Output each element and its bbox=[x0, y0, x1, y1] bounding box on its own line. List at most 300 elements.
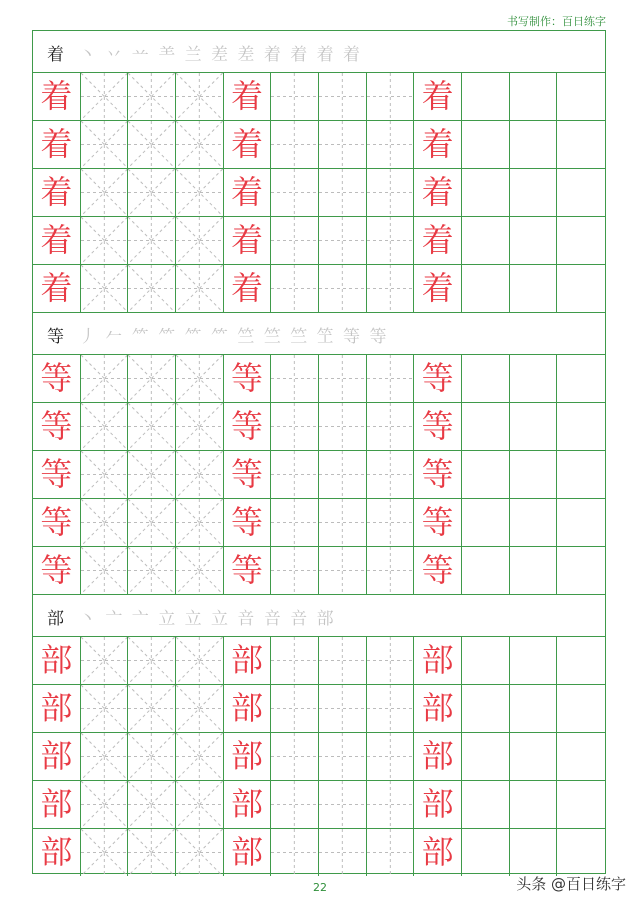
blank-practice-cell[interactable] bbox=[557, 403, 605, 450]
mizi-guide bbox=[128, 355, 175, 402]
tianzi-guide bbox=[319, 781, 366, 828]
blank-practice-cell[interactable] bbox=[462, 403, 510, 450]
blank-practice-cell[interactable] bbox=[510, 685, 558, 732]
tianzi-practice-cell[interactable] bbox=[271, 355, 319, 402]
model-character-cell[interactable] bbox=[414, 217, 462, 264]
mizi-practice-cell[interactable] bbox=[81, 355, 129, 402]
tianzi-practice-cell[interactable] bbox=[319, 733, 367, 780]
mizi-practice-cell[interactable] bbox=[128, 733, 176, 780]
mizi-practice-cell[interactable] bbox=[81, 829, 129, 876]
mizi-practice-cell[interactable] bbox=[128, 829, 176, 876]
mizi-practice-cell[interactable] bbox=[128, 637, 176, 684]
model-character-cell[interactable] bbox=[224, 169, 272, 216]
model-character-cell[interactable] bbox=[224, 685, 272, 732]
tianzi-guide bbox=[271, 781, 318, 828]
practice-row bbox=[33, 733, 605, 781]
blank-practice-cell[interactable] bbox=[510, 499, 558, 546]
model-character-cell[interactable] bbox=[33, 547, 81, 594]
practice-row bbox=[33, 265, 605, 313]
mizi-guide bbox=[176, 169, 223, 216]
model-character-cell[interactable] bbox=[224, 547, 272, 594]
tianzi-guide bbox=[319, 217, 366, 264]
tianzi-guide bbox=[319, 685, 366, 732]
model-character-cell[interactable] bbox=[414, 121, 462, 168]
mizi-guide bbox=[128, 121, 175, 168]
blank-practice-cell[interactable] bbox=[557, 781, 605, 828]
practice-row bbox=[33, 499, 605, 547]
mizi-practice-cell[interactable] bbox=[128, 685, 176, 732]
mizi-guide bbox=[176, 781, 223, 828]
tianzi-guide bbox=[367, 685, 414, 732]
mizi-guide bbox=[176, 733, 223, 780]
blank-practice-cell[interactable] bbox=[510, 637, 558, 684]
practice-row bbox=[33, 829, 605, 877]
mizi-practice-cell[interactable] bbox=[176, 547, 224, 594]
tianzi-guide bbox=[271, 685, 318, 732]
tianzi-practice-cell[interactable] bbox=[319, 547, 367, 594]
mizi-guide bbox=[128, 499, 175, 546]
section-character-label: 等 bbox=[47, 327, 64, 347]
mizi-guide bbox=[81, 637, 128, 684]
tianzi-guide bbox=[319, 403, 366, 450]
mizi-practice-cell[interactable] bbox=[128, 403, 176, 450]
tianzi-practice-cell[interactable] bbox=[367, 265, 415, 312]
page-number: 22 bbox=[313, 881, 327, 894]
tianzi-guide bbox=[319, 733, 366, 780]
tianzi-practice-cell[interactable] bbox=[271, 169, 319, 216]
mizi-practice-cell[interactable] bbox=[176, 217, 224, 264]
tianzi-practice-cell[interactable] bbox=[271, 685, 319, 732]
tianzi-guide bbox=[367, 829, 414, 876]
mizi-guide bbox=[128, 265, 175, 312]
model-character-cell[interactable] bbox=[414, 403, 462, 450]
blank-practice-cell[interactable] bbox=[557, 73, 605, 120]
blank-practice-cell[interactable] bbox=[510, 217, 558, 264]
mizi-practice-cell[interactable] bbox=[176, 829, 224, 876]
tianzi-guide bbox=[367, 499, 414, 546]
model-character: 着 bbox=[230, 173, 263, 211]
model-character-cell[interactable] bbox=[224, 637, 272, 684]
blank-practice-cell[interactable] bbox=[462, 169, 510, 216]
model-character-cell[interactable] bbox=[224, 781, 272, 828]
blank-practice-cell[interactable] bbox=[557, 355, 605, 402]
model-character: 部 bbox=[230, 737, 263, 775]
model-character: 部 bbox=[230, 833, 263, 871]
mizi-guide bbox=[128, 169, 175, 216]
tianzi-practice-cell[interactable] bbox=[319, 829, 367, 876]
model-character: 等 bbox=[40, 551, 73, 589]
tianzi-practice-cell[interactable] bbox=[271, 547, 319, 594]
stroke-order-row bbox=[33, 595, 605, 637]
mizi-practice-cell[interactable] bbox=[176, 265, 224, 312]
model-character-cell[interactable] bbox=[414, 355, 462, 402]
blank-practice-cell[interactable] bbox=[557, 499, 605, 546]
tianzi-guide bbox=[271, 265, 318, 312]
tianzi-guide bbox=[271, 121, 318, 168]
mizi-practice-cell[interactable] bbox=[81, 781, 129, 828]
tianzi-practice-cell[interactable] bbox=[367, 829, 415, 876]
model-character-cell[interactable] bbox=[33, 73, 81, 120]
blank-practice-cell[interactable] bbox=[510, 121, 558, 168]
mizi-guide bbox=[81, 169, 128, 216]
mizi-practice-cell[interactable] bbox=[81, 403, 129, 450]
mizi-practice-cell[interactable] bbox=[81, 637, 129, 684]
mizi-practice-cell[interactable] bbox=[81, 169, 129, 216]
tianzi-guide bbox=[367, 733, 414, 780]
tianzi-practice-cell[interactable] bbox=[319, 637, 367, 684]
blank-practice-cell[interactable] bbox=[462, 217, 510, 264]
mizi-guide bbox=[81, 403, 128, 450]
mizi-practice-cell[interactable] bbox=[128, 355, 176, 402]
mizi-guide bbox=[128, 733, 175, 780]
tianzi-guide bbox=[319, 169, 366, 216]
model-character-cell[interactable] bbox=[414, 169, 462, 216]
model-character-cell[interactable] bbox=[33, 403, 81, 450]
stroke-order-sequence: 丶 亠 亠 立 立 立 咅 咅 咅 部 bbox=[79, 609, 336, 629]
model-character-cell[interactable] bbox=[33, 499, 81, 546]
tianzi-practice-cell[interactable] bbox=[319, 499, 367, 546]
blank-practice-cell[interactable] bbox=[462, 733, 510, 780]
blank-practice-cell[interactable] bbox=[510, 781, 558, 828]
model-character-cell[interactable] bbox=[414, 733, 462, 780]
mizi-practice-cell[interactable] bbox=[81, 73, 129, 120]
stroke-order-row bbox=[33, 313, 605, 355]
practice-row bbox=[33, 547, 605, 595]
model-character-cell[interactable] bbox=[414, 637, 462, 684]
model-character-cell[interactable] bbox=[414, 451, 462, 498]
tianzi-practice-cell[interactable] bbox=[319, 781, 367, 828]
model-character: 部 bbox=[230, 641, 263, 679]
model-character-cell[interactable] bbox=[224, 217, 272, 264]
model-character: 部 bbox=[421, 833, 454, 871]
tianzi-guide bbox=[367, 73, 414, 120]
model-character-cell[interactable] bbox=[33, 169, 81, 216]
blank-practice-cell[interactable] bbox=[557, 265, 605, 312]
tianzi-practice-cell[interactable] bbox=[271, 733, 319, 780]
mizi-practice-cell[interactable] bbox=[81, 547, 129, 594]
practice-row bbox=[33, 637, 605, 685]
character-section bbox=[33, 595, 605, 877]
model-character: 着 bbox=[421, 221, 454, 259]
blank-practice-cell[interactable] bbox=[510, 547, 558, 594]
tianzi-practice-cell[interactable] bbox=[271, 403, 319, 450]
tianzi-practice-cell[interactable] bbox=[271, 637, 319, 684]
model-character-cell[interactable] bbox=[414, 73, 462, 120]
model-character-cell[interactable] bbox=[33, 733, 81, 780]
tianzi-practice-cell[interactable] bbox=[367, 781, 415, 828]
blank-practice-cell[interactable] bbox=[510, 73, 558, 120]
mizi-guide bbox=[176, 403, 223, 450]
model-character: 等 bbox=[40, 359, 73, 397]
model-character: 着 bbox=[230, 125, 263, 163]
blank-practice-cell[interactable] bbox=[557, 733, 605, 780]
mizi-practice-cell[interactable] bbox=[176, 403, 224, 450]
blank-practice-cell[interactable] bbox=[462, 781, 510, 828]
header-credit: 书写制作：百日练字 bbox=[507, 15, 606, 28]
model-character: 等 bbox=[421, 503, 454, 541]
mizi-guide bbox=[128, 403, 175, 450]
blank-practice-cell[interactable] bbox=[557, 451, 605, 498]
mizi-guide bbox=[81, 547, 128, 594]
mizi-practice-cell[interactable] bbox=[81, 499, 129, 546]
mizi-practice-cell[interactable] bbox=[128, 451, 176, 498]
model-character-cell[interactable] bbox=[33, 355, 81, 402]
mizi-practice-cell[interactable] bbox=[176, 499, 224, 546]
model-character: 等 bbox=[40, 455, 73, 493]
mizi-practice-cell[interactable] bbox=[128, 547, 176, 594]
mizi-guide bbox=[128, 685, 175, 732]
blank-practice-cell[interactable] bbox=[557, 217, 605, 264]
practice-row bbox=[33, 685, 605, 733]
tianzi-guide bbox=[367, 403, 414, 450]
mizi-practice-cell[interactable] bbox=[128, 781, 176, 828]
model-character-cell[interactable] bbox=[224, 829, 272, 876]
tianzi-practice-cell[interactable] bbox=[271, 265, 319, 312]
mizi-practice-cell[interactable] bbox=[176, 73, 224, 120]
tianzi-practice-cell[interactable] bbox=[319, 355, 367, 402]
model-character-cell[interactable] bbox=[224, 265, 272, 312]
mizi-guide bbox=[81, 685, 128, 732]
tianzi-practice-cell[interactable] bbox=[367, 637, 415, 684]
mizi-guide bbox=[176, 355, 223, 402]
model-character: 部 bbox=[421, 641, 454, 679]
tianzi-practice-cell[interactable] bbox=[367, 451, 415, 498]
mizi-practice-cell[interactable] bbox=[128, 169, 176, 216]
tianzi-practice-cell[interactable] bbox=[367, 685, 415, 732]
section-character-label: 着 bbox=[47, 45, 64, 65]
model-character-cell[interactable] bbox=[224, 121, 272, 168]
model-character-cell[interactable] bbox=[33, 217, 81, 264]
mizi-practice-cell[interactable] bbox=[128, 217, 176, 264]
practice-row bbox=[33, 121, 605, 169]
tianzi-practice-cell[interactable] bbox=[271, 73, 319, 120]
model-character-cell[interactable] bbox=[414, 547, 462, 594]
model-character-cell[interactable] bbox=[224, 403, 272, 450]
model-character-cell[interactable] bbox=[224, 73, 272, 120]
tianzi-guide bbox=[271, 733, 318, 780]
tianzi-guide bbox=[367, 451, 414, 498]
mizi-guide bbox=[81, 217, 128, 264]
blank-practice-cell[interactable] bbox=[462, 121, 510, 168]
mizi-guide bbox=[81, 781, 128, 828]
model-character: 着 bbox=[421, 173, 454, 211]
tianzi-practice-cell[interactable] bbox=[367, 73, 415, 120]
mizi-guide bbox=[81, 121, 128, 168]
mizi-practice-cell[interactable] bbox=[128, 499, 176, 546]
model-character-cell[interactable] bbox=[224, 733, 272, 780]
mizi-practice-cell[interactable] bbox=[81, 217, 129, 264]
blank-practice-cell[interactable] bbox=[510, 265, 558, 312]
model-character-cell[interactable] bbox=[33, 637, 81, 684]
blank-practice-cell[interactable] bbox=[557, 547, 605, 594]
blank-practice-cell[interactable] bbox=[557, 637, 605, 684]
blank-practice-cell[interactable] bbox=[462, 685, 510, 732]
mizi-practice-cell[interactable] bbox=[128, 265, 176, 312]
tianzi-practice-cell[interactable] bbox=[271, 781, 319, 828]
practice-row bbox=[33, 355, 605, 403]
tianzi-practice-cell[interactable] bbox=[367, 169, 415, 216]
mizi-practice-cell[interactable] bbox=[81, 451, 129, 498]
model-character: 等 bbox=[230, 407, 263, 445]
tianzi-practice-cell[interactable] bbox=[319, 217, 367, 264]
mizi-practice-cell[interactable] bbox=[176, 451, 224, 498]
blank-practice-cell[interactable] bbox=[462, 637, 510, 684]
practice-row bbox=[33, 403, 605, 451]
model-character: 部 bbox=[230, 689, 263, 727]
tianzi-practice-cell[interactable] bbox=[271, 217, 319, 264]
character-section bbox=[33, 313, 605, 595]
model-character: 等 bbox=[40, 503, 73, 541]
model-character: 着 bbox=[421, 125, 454, 163]
tianzi-guide bbox=[271, 217, 318, 264]
mizi-practice-cell[interactable] bbox=[81, 733, 129, 780]
tianzi-guide bbox=[367, 637, 414, 684]
model-character: 着 bbox=[230, 221, 263, 259]
model-character: 着 bbox=[421, 77, 454, 115]
blank-practice-cell[interactable] bbox=[462, 499, 510, 546]
model-character-cell[interactable] bbox=[33, 685, 81, 732]
blank-practice-cell[interactable] bbox=[510, 403, 558, 450]
tianzi-practice-cell[interactable] bbox=[367, 355, 415, 402]
mizi-guide bbox=[176, 451, 223, 498]
tianzi-practice-cell[interactable] bbox=[367, 403, 415, 450]
model-character-cell[interactable] bbox=[33, 781, 81, 828]
tianzi-guide bbox=[367, 547, 414, 594]
tianzi-practice-cell[interactable] bbox=[319, 121, 367, 168]
mizi-guide bbox=[176, 217, 223, 264]
model-character-cell[interactable] bbox=[414, 685, 462, 732]
mizi-guide bbox=[81, 73, 128, 120]
model-character-cell[interactable] bbox=[33, 829, 81, 876]
section-character-label: 部 bbox=[47, 609, 64, 629]
mizi-guide bbox=[81, 499, 128, 546]
stroke-order-sequence: 丿 𠂉 ⺮ ⺮ ⺮ ⺮ 竺 竺 竺 笁 等 等 bbox=[79, 327, 389, 347]
blank-practice-cell[interactable] bbox=[510, 733, 558, 780]
blank-practice-cell[interactable] bbox=[462, 829, 510, 876]
tianzi-practice-cell[interactable] bbox=[367, 121, 415, 168]
model-character-cell[interactable] bbox=[414, 829, 462, 876]
mizi-guide bbox=[176, 121, 223, 168]
tianzi-guide bbox=[271, 637, 318, 684]
model-character: 等 bbox=[230, 503, 263, 541]
model-character-cell[interactable] bbox=[224, 499, 272, 546]
tianzi-guide bbox=[319, 355, 366, 402]
model-character: 部 bbox=[421, 737, 454, 775]
blank-practice-cell[interactable] bbox=[510, 355, 558, 402]
mizi-guide bbox=[81, 829, 128, 876]
model-character: 着 bbox=[40, 173, 73, 211]
mizi-practice-cell[interactable] bbox=[81, 685, 129, 732]
mizi-guide bbox=[176, 685, 223, 732]
model-character: 着 bbox=[40, 221, 73, 259]
model-character: 等 bbox=[421, 551, 454, 589]
tianzi-practice-cell[interactable] bbox=[367, 733, 415, 780]
tianzi-practice-cell[interactable] bbox=[271, 451, 319, 498]
mizi-practice-cell[interactable] bbox=[176, 355, 224, 402]
mizi-guide bbox=[176, 829, 223, 876]
blank-practice-cell[interactable] bbox=[510, 829, 558, 876]
mizi-practice-cell[interactable] bbox=[81, 265, 129, 312]
model-character-cell[interactable] bbox=[224, 451, 272, 498]
tianzi-practice-cell[interactable] bbox=[271, 499, 319, 546]
tianzi-guide bbox=[271, 451, 318, 498]
blank-practice-cell[interactable] bbox=[557, 685, 605, 732]
character-section bbox=[33, 31, 605, 313]
tianzi-guide bbox=[271, 403, 318, 450]
model-character-cell[interactable] bbox=[414, 265, 462, 312]
mizi-guide bbox=[128, 781, 175, 828]
model-character: 着 bbox=[230, 269, 263, 307]
model-character: 部 bbox=[40, 833, 73, 871]
tianzi-practice-cell[interactable] bbox=[271, 829, 319, 876]
mizi-practice-cell[interactable] bbox=[176, 781, 224, 828]
blank-practice-cell[interactable] bbox=[462, 355, 510, 402]
tianzi-guide bbox=[271, 355, 318, 402]
tianzi-practice-cell[interactable] bbox=[319, 265, 367, 312]
model-character-cell[interactable] bbox=[33, 121, 81, 168]
blank-practice-cell[interactable] bbox=[557, 169, 605, 216]
blank-practice-cell[interactable] bbox=[462, 451, 510, 498]
practice-row bbox=[33, 781, 605, 829]
watermark: 头条 @百日练字 bbox=[516, 875, 626, 893]
mizi-practice-cell[interactable] bbox=[176, 637, 224, 684]
model-character: 部 bbox=[40, 689, 73, 727]
mizi-guide bbox=[81, 265, 128, 312]
tianzi-practice-cell[interactable] bbox=[367, 217, 415, 264]
mizi-guide bbox=[81, 733, 128, 780]
mizi-guide bbox=[176, 73, 223, 120]
tianzi-practice-cell[interactable] bbox=[319, 73, 367, 120]
model-character-cell[interactable] bbox=[224, 355, 272, 402]
mizi-practice-cell[interactable] bbox=[176, 733, 224, 780]
model-character: 等 bbox=[40, 407, 73, 445]
blank-practice-cell[interactable] bbox=[462, 265, 510, 312]
tianzi-practice-cell[interactable] bbox=[271, 121, 319, 168]
tianzi-practice-cell[interactable] bbox=[319, 403, 367, 450]
tianzi-guide bbox=[319, 829, 366, 876]
mizi-practice-cell[interactable] bbox=[176, 685, 224, 732]
tianzi-practice-cell[interactable] bbox=[319, 169, 367, 216]
mizi-practice-cell[interactable] bbox=[128, 121, 176, 168]
model-character: 部 bbox=[230, 785, 263, 823]
mizi-guide bbox=[128, 217, 175, 264]
tianzi-practice-cell[interactable] bbox=[319, 451, 367, 498]
mizi-practice-cell[interactable] bbox=[176, 121, 224, 168]
tianzi-practice-cell[interactable] bbox=[367, 547, 415, 594]
blank-practice-cell[interactable] bbox=[510, 451, 558, 498]
mizi-practice-cell[interactable] bbox=[128, 73, 176, 120]
blank-practice-cell[interactable] bbox=[462, 547, 510, 594]
practice-row bbox=[33, 217, 605, 265]
mizi-practice-cell[interactable] bbox=[81, 121, 129, 168]
model-character-cell[interactable] bbox=[33, 451, 81, 498]
blank-practice-cell[interactable] bbox=[557, 121, 605, 168]
blank-practice-cell[interactable] bbox=[510, 169, 558, 216]
mizi-guide bbox=[128, 73, 175, 120]
model-character-cell[interactable] bbox=[33, 265, 81, 312]
model-character-cell[interactable] bbox=[414, 499, 462, 546]
model-character-cell[interactable] bbox=[414, 781, 462, 828]
tianzi-guide bbox=[367, 781, 414, 828]
tianzi-practice-cell[interactable] bbox=[367, 499, 415, 546]
blank-practice-cell[interactable] bbox=[462, 73, 510, 120]
tianzi-guide bbox=[319, 121, 366, 168]
blank-practice-cell[interactable] bbox=[557, 829, 605, 876]
tianzi-practice-cell[interactable] bbox=[319, 685, 367, 732]
mizi-practice-cell[interactable] bbox=[176, 169, 224, 216]
model-character: 等 bbox=[230, 455, 263, 493]
tianzi-guide bbox=[271, 499, 318, 546]
